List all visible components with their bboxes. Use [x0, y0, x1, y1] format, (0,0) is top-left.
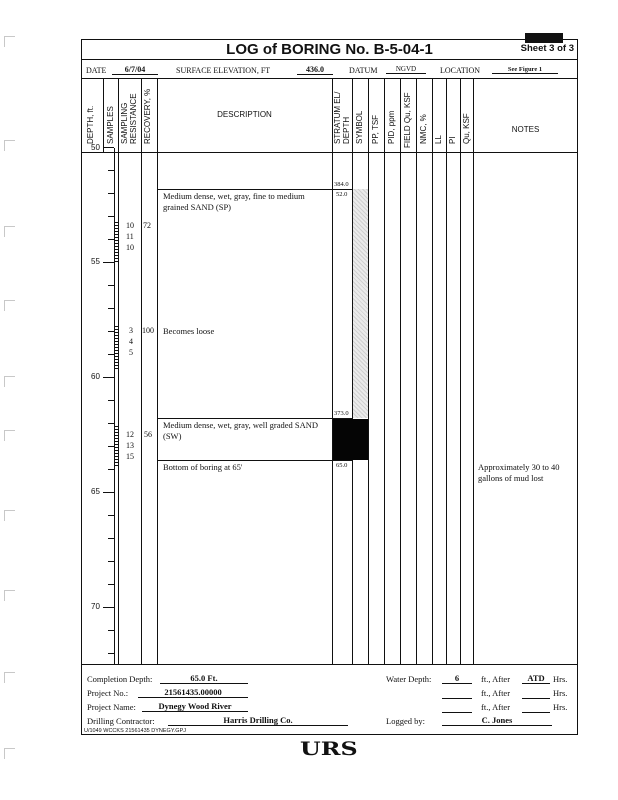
elevation-label: SURFACE ELEVATION, FT: [176, 66, 271, 75]
col-header-samples: SAMPLES: [106, 106, 115, 144]
depth-minor-tick: [108, 561, 114, 562]
blow-count: 13: [126, 441, 134, 450]
boring-log-frame: [81, 39, 578, 735]
binder-mark: [4, 376, 15, 387]
stratum-boundary: [157, 189, 352, 190]
col-header-depth: DEPTH, ft.: [86, 105, 95, 144]
title-divider: [81, 59, 578, 60]
col-header-pp: PP, TSF: [371, 114, 380, 144]
datum-value: NGVD: [386, 65, 426, 74]
col-header-notes: NOTES: [511, 125, 540, 134]
depth-minor-tick: [108, 515, 114, 516]
recovery-value: 72: [143, 221, 151, 230]
col-header-stratum: STRATUM EL/ DEPTH: [333, 91, 351, 144]
binder-mark: [4, 510, 15, 521]
depth-major-tick: [103, 492, 114, 493]
binder-mark: [4, 226, 15, 237]
depth-minor-tick: [108, 653, 114, 654]
footer-divider: [81, 664, 578, 665]
binder-mark: [4, 672, 15, 683]
binder-mark: [4, 140, 15, 151]
ft-after-label: ft., After: [481, 674, 511, 684]
sand-sp-symbol: [353, 189, 368, 418]
completion-depth-value: 65.0 Ft.: [160, 673, 248, 684]
recovery-value: 100: [142, 326, 154, 335]
water-depth-label: Water Depth:: [386, 674, 432, 684]
binder-mark: [4, 748, 15, 759]
depth-minor-tick: [108, 400, 114, 401]
depth-label-60: 60: [91, 372, 100, 381]
completion-depth-label: Completion Depth:: [87, 674, 153, 684]
depth-minor-tick: [108, 630, 114, 631]
description-4: Bottom of boring at 65': [163, 462, 243, 472]
col-header-nmc: NMC, %: [419, 114, 428, 144]
project-no-label: Project No.:: [87, 688, 129, 698]
depth-minor-tick: [108, 354, 114, 355]
col-line: [446, 78, 447, 664]
stratum-depth: 52.0: [336, 191, 348, 198]
description-1: Medium dense, wet, gray, fine to medium grained SAND (SP): [163, 191, 305, 212]
project-no-value: 21561435.00000: [138, 687, 248, 698]
stratum-boundary: [157, 418, 352, 419]
blank-field: [442, 698, 472, 699]
col-header-symbol: SYMBOL: [355, 110, 364, 144]
recovery-value: 56: [144, 430, 152, 439]
stratum-elevation: 65.0: [336, 462, 348, 469]
stratum-boundary: [157, 460, 352, 461]
col-line: [141, 78, 142, 664]
depth-minor-tick: [108, 584, 114, 585]
hrs-label: Hrs.: [553, 688, 568, 698]
hrs-label: Hrs.: [553, 674, 568, 684]
sample-interval-1: [115, 222, 118, 262]
depth-minor-tick: [108, 423, 114, 424]
blow-count: 12: [126, 430, 134, 439]
depth-major-tick: [103, 607, 114, 608]
blow-count: 5: [129, 348, 133, 357]
depth-minor-tick: [108, 538, 114, 539]
blow-count: 15: [126, 452, 134, 461]
depth-label-70: 70: [91, 602, 100, 611]
drilling-contractor-label: Drilling Contractor:: [87, 716, 155, 726]
col-header-field-qu: FIELD Qu, KSF: [403, 92, 412, 148]
depth-minor-tick: [108, 285, 114, 286]
urs-logo: URS: [300, 738, 358, 760]
col-line: [332, 78, 333, 664]
blank-field: [522, 698, 550, 699]
col-line: [432, 78, 433, 664]
depth-minor-tick: [108, 331, 114, 332]
col-line: [400, 78, 401, 664]
sample-interval-3: [115, 426, 118, 468]
depth-minor-tick: [108, 193, 114, 194]
log-title: LOG of BORING No. B-5-04-1: [226, 41, 433, 58]
logged-by-label: Logged by:: [386, 716, 425, 726]
blow-count: 3: [129, 326, 133, 335]
binder-mark: [4, 36, 15, 47]
hrs-label: Hrs.: [553, 702, 568, 712]
depth-major-tick: [103, 377, 114, 378]
col-header-qu: Qu, KSF: [462, 113, 471, 144]
atd-value: ATD: [522, 673, 550, 684]
depth-minor-tick: [108, 216, 114, 217]
col-header-recovery: RECOVERY, %: [143, 88, 152, 144]
col-header-ll: LL: [434, 135, 443, 144]
col-line: [157, 78, 158, 664]
description-3: Medium dense, wet, gray, well graded SAND (SW): [163, 420, 319, 441]
project-name-value: Dynegy Wood River: [142, 701, 248, 712]
col-line: [473, 78, 474, 664]
binder-mark: [4, 590, 15, 601]
col-header-pi: PI: [448, 136, 457, 144]
col-line: [118, 78, 119, 664]
description-2: Becomes loose: [163, 326, 215, 336]
date-value: 6/7/04: [112, 65, 158, 75]
depth-major-tick: [103, 147, 114, 148]
column-header-divider: [81, 152, 578, 153]
depth-label-55: 55: [91, 257, 100, 266]
col-line: [384, 78, 385, 664]
ft-after-label: ft., After: [481, 688, 511, 698]
blank-field: [442, 712, 472, 713]
blow-count: 11: [126, 232, 134, 241]
depth-minor-tick: [108, 446, 114, 447]
depth-minor-tick: [108, 170, 114, 171]
drilling-contractor-value: Harris Drilling Co.: [168, 715, 348, 726]
date-label: DATE: [86, 66, 107, 75]
stratum-elevation: 384.0: [334, 181, 349, 188]
blow-count: 4: [129, 337, 133, 346]
depth-minor-tick: [108, 308, 114, 309]
datum-label: DATUM: [349, 66, 378, 75]
water-depth-value: 6: [442, 673, 472, 684]
depth-minor-tick: [108, 469, 114, 470]
depth-minor-tick: [108, 239, 114, 240]
file-reference: U/1049 WCCKS 21561435 DYNEGY.GPJ: [84, 728, 187, 734]
col-header-description: DESCRIPTION: [217, 110, 272, 119]
sheet-number: Sheet 3 of 3: [520, 43, 574, 54]
notes-text: Approximately 30 to 40 gallons of mud lost: [478, 462, 560, 483]
logged-by-value: C. Jones: [442, 715, 552, 726]
col-line: [416, 78, 417, 664]
col-line: [460, 78, 461, 664]
elevation-value: 436.0: [297, 65, 333, 75]
header-divider: [81, 78, 578, 79]
depth-label-50: 50: [91, 143, 100, 152]
sand-sw-symbol: [333, 419, 368, 460]
binder-mark: [4, 300, 15, 311]
col-header-pid: PID, ppm: [387, 110, 396, 144]
stratum-elevation: 373.0: [334, 410, 349, 417]
depth-label-65: 65: [91, 487, 100, 496]
col-header-sampling-resistance: SAMPLING RESISTANCE: [120, 93, 138, 144]
binder-mark: [4, 430, 15, 441]
col-line: [368, 78, 369, 664]
project-name-label: Project Name:: [87, 702, 136, 712]
ft-after-label: ft., After: [481, 702, 511, 712]
blank-field: [522, 712, 550, 713]
blow-count: 10: [126, 243, 134, 252]
depth-major-tick: [103, 262, 114, 263]
location-label: LOCATION: [440, 66, 480, 75]
col-line: [103, 78, 104, 152]
sample-interval-2: [115, 326, 118, 370]
blow-count: 10: [126, 221, 134, 230]
location-value: See Figure 1: [492, 66, 558, 74]
